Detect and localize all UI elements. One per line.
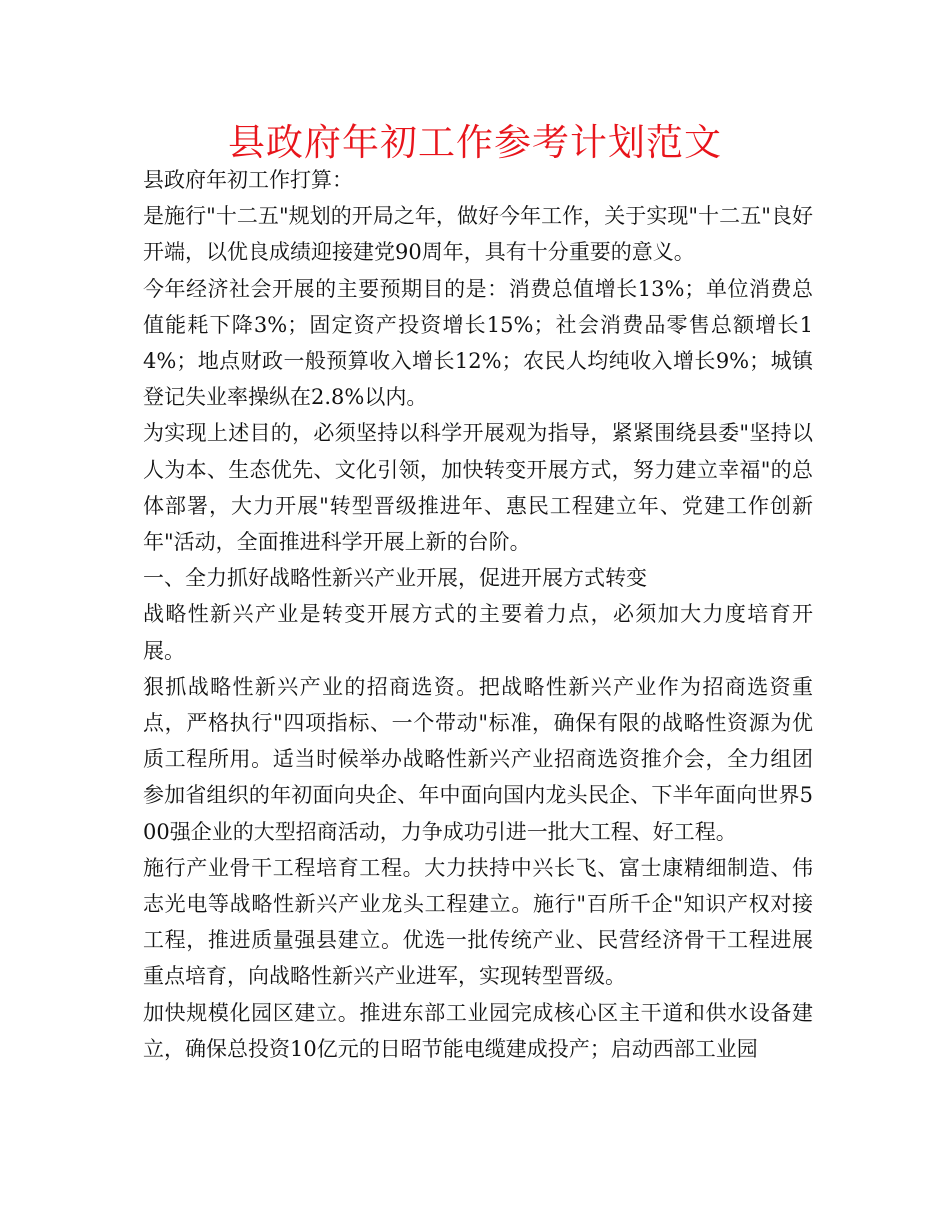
paragraph-targets: 今年经济社会开展的主要预期目的是：消费总值增长13%；单位消费总值能耗下降3%；固定资产投资增长15%；社会消费品零售总额增长14%；地点财政一般预算收入增长12%；农民人均纯收入增长9%；城镇登记失业率操纵在2.8%以内。 [143,276,813,410]
paragraph-intro: 县政府年初工作打算： [143,168,353,192]
paragraph-backbone-projects: 施行产业骨干工程培育工程。大力扶持中兴长飞、富士康精细制造、伟志光电等战略性新兴产业龙头工程建立。施行"百所千企"知识产权对接工程，推进质量强县建立。优选一批传统产业、民营经济骨干工程进展重点培育，向战略性新兴产业进军，实现转型晋级。 [143,855,813,989]
document-body [143,162,813,1067]
paragraph-guidance: 为实现上述目的，必须坚持以科学开展观为指导，紧紧围绕县委"坚持以人为本、生态优先、文化引领，加快转变开展方式，努力建立幸福"的总体部署，大力开展"转型晋级推进年、惠民工程建立年、党建工作创新年"活动，全面推进科学开展上新的台阶。 [143,421,813,555]
section-heading-1: 一、全力抓好战略性新兴产业开展，促进开展方式转变 [143,566,647,591]
paragraph-strategic-industry: 战略性新兴产业是转变开展方式的主要着力点，必须加大力度培育开展。 [143,602,813,663]
paragraph-industrial-parks: 加快规模化园区建立。推进东部工业园完成核心区主干道和供水设备建立，确保总投资10亿元的日昭节能电缆建成投产；启动西部工业园 [143,1000,813,1061]
paragraph-investment: 狠抓战略性新兴产业的招商选资。把战略性新兴产业作为招商选资重点，严格执行"四项指标、一个带动"标准，确保有限的战略性资源为优质工程所用。适当时候举办战略性新兴产业招商选资推介会，全力组团参加省组织的年初面向央企、年中面向国内龙头民企、下半年面向世界500强企业的大型招商活动，力争成功引进一批大工程、好工程。 [143,674,813,844]
paragraph-significance: 是施行"十二五"规划的开局之年，做好今年工作，关于实现"十二五"良好开端，以优良成绩迎接建党90周年，具有十分重要的意义。 [143,204,813,265]
document-title: 县政府年初工作参考计划范文 [228,121,722,164]
